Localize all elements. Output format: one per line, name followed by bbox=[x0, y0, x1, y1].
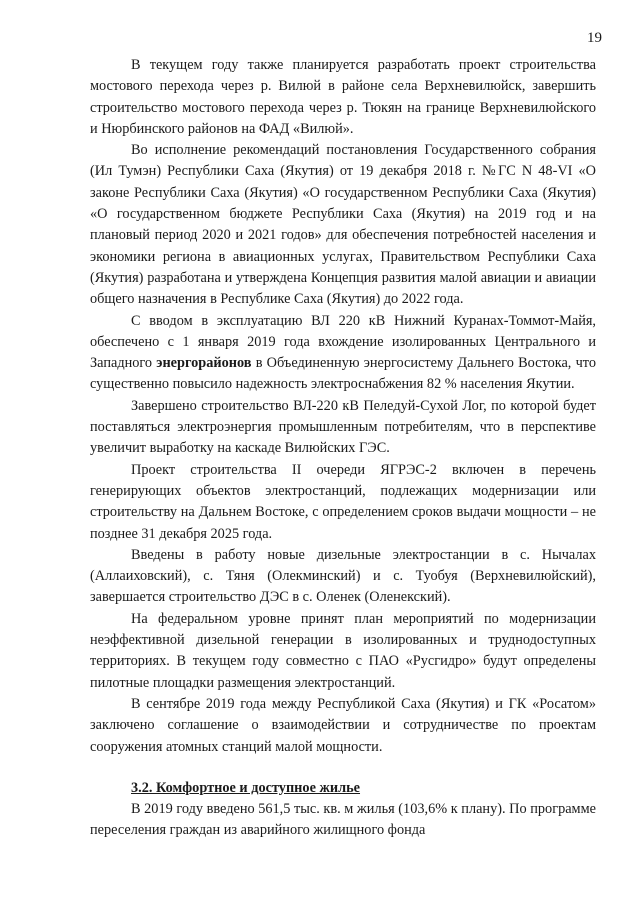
paragraph-aviation-concept: Во исполнение рекомендаций постановления Государственного собрания (Ил Тумэн) Республики Саха (Якутия) от 19 декабря 2018 г. №ГС N 48-VI «О законе Республики Саха (Якутия) «О государственном Республики Саха (Якутия) «О государственном бюджете Республики Саха (Якутия) на 2019 год и на плановый период 2020 и 2021 годов» для обеспечения потребностей населения и экономики региона в авиационных услугах, Правительством Республики Саха (Якутия) разработана и утверждена Концепция развития малой авиации и авиации общего назначения в Республике Саха (Якутия) до 2022 года. bbox=[90, 142, 596, 308]
paragraph-rosatom-agreement: В сентябре 2019 года между Республикой Саха (Якутия) и ГК «Росатом» заключено соглашение о взаимодействии и сотрудничестве по проектам сооружения атомных станций малой мощности. bbox=[90, 695, 596, 755]
paragraph-diesel-modernization: На федеральном уровне принят план мероприятий по модернизации неэффективной дизельной генерации в изолированных и труднодоступных территориях. В текущем году совместно с ПАО «Русгидро» будут определены пилотные площадки размещения электростанций. bbox=[90, 610, 596, 691]
paragraph-text-end: в Объединенную энергосистему Дальнего Востока, что существенно повысило надежность электроснабжения 82 % населения Якутии. bbox=[90, 355, 596, 393]
paragraph-bridge-construction: В текущем году также планируется разработать проект строительства мостового перехода через р. Вилюй в районе села Верхневилюйск, завершить строительство мостового перехода через р. Тюкян на границе Верхневилюйского и Нюрбинского районов на ФАД «Вилюй». bbox=[90, 57, 596, 137]
paragraph-diesel-stations: Введены в работу новые дизельные электростанции в с. Нычалах (Аллаиховский), с. Тяня (Олекминский) и с. Туобуя (Верхневилюйский), завершается строительство ДЭС в с. Оленек (Оленекский). bbox=[90, 546, 596, 606]
paragraph-peleduy-line: Завершено строительство ВЛ-220 кВ Пеледуй-Сухой Лог, по которой будет поставляться электроэнергия промышленным потребителям, что в перспективе увеличит выработку на каскаде Вилюйских ГЭС. bbox=[90, 397, 596, 457]
section-heading: 3.2. Комфортное и доступное жилье bbox=[131, 779, 361, 796]
paragraph-power-line-commissioning bbox=[90, 311, 596, 396]
bold-term: энергорайонов bbox=[156, 355, 252, 372]
paragraph-text-start: С вводом в эксплуатацию ВЛ 220 кВ Нижний Куранах-Томмот-Майя, обеспечено с 1 января 2019 года вхождение изолированных Центрального и Западного bbox=[90, 312, 596, 372]
document-body bbox=[90, 55, 596, 842]
paragraph-housing: В 2019 году введено 561,5 тыс. кв. м жилья (103,6% к плану). По программе переселения граждан из аварийного жилищного фонда bbox=[90, 801, 596, 839]
paragraph-yagres-project: Проект строительства II очереди ЯГРЭС-2 включен в перечень генерирующих объектов электростанций, подлежащих модернизации или строительству на Дальнем Востоке, с определением сроков выдачи мощности – не позднее 31 декабря 2025 года. bbox=[90, 461, 596, 542]
page-number: 19 bbox=[587, 30, 602, 46]
